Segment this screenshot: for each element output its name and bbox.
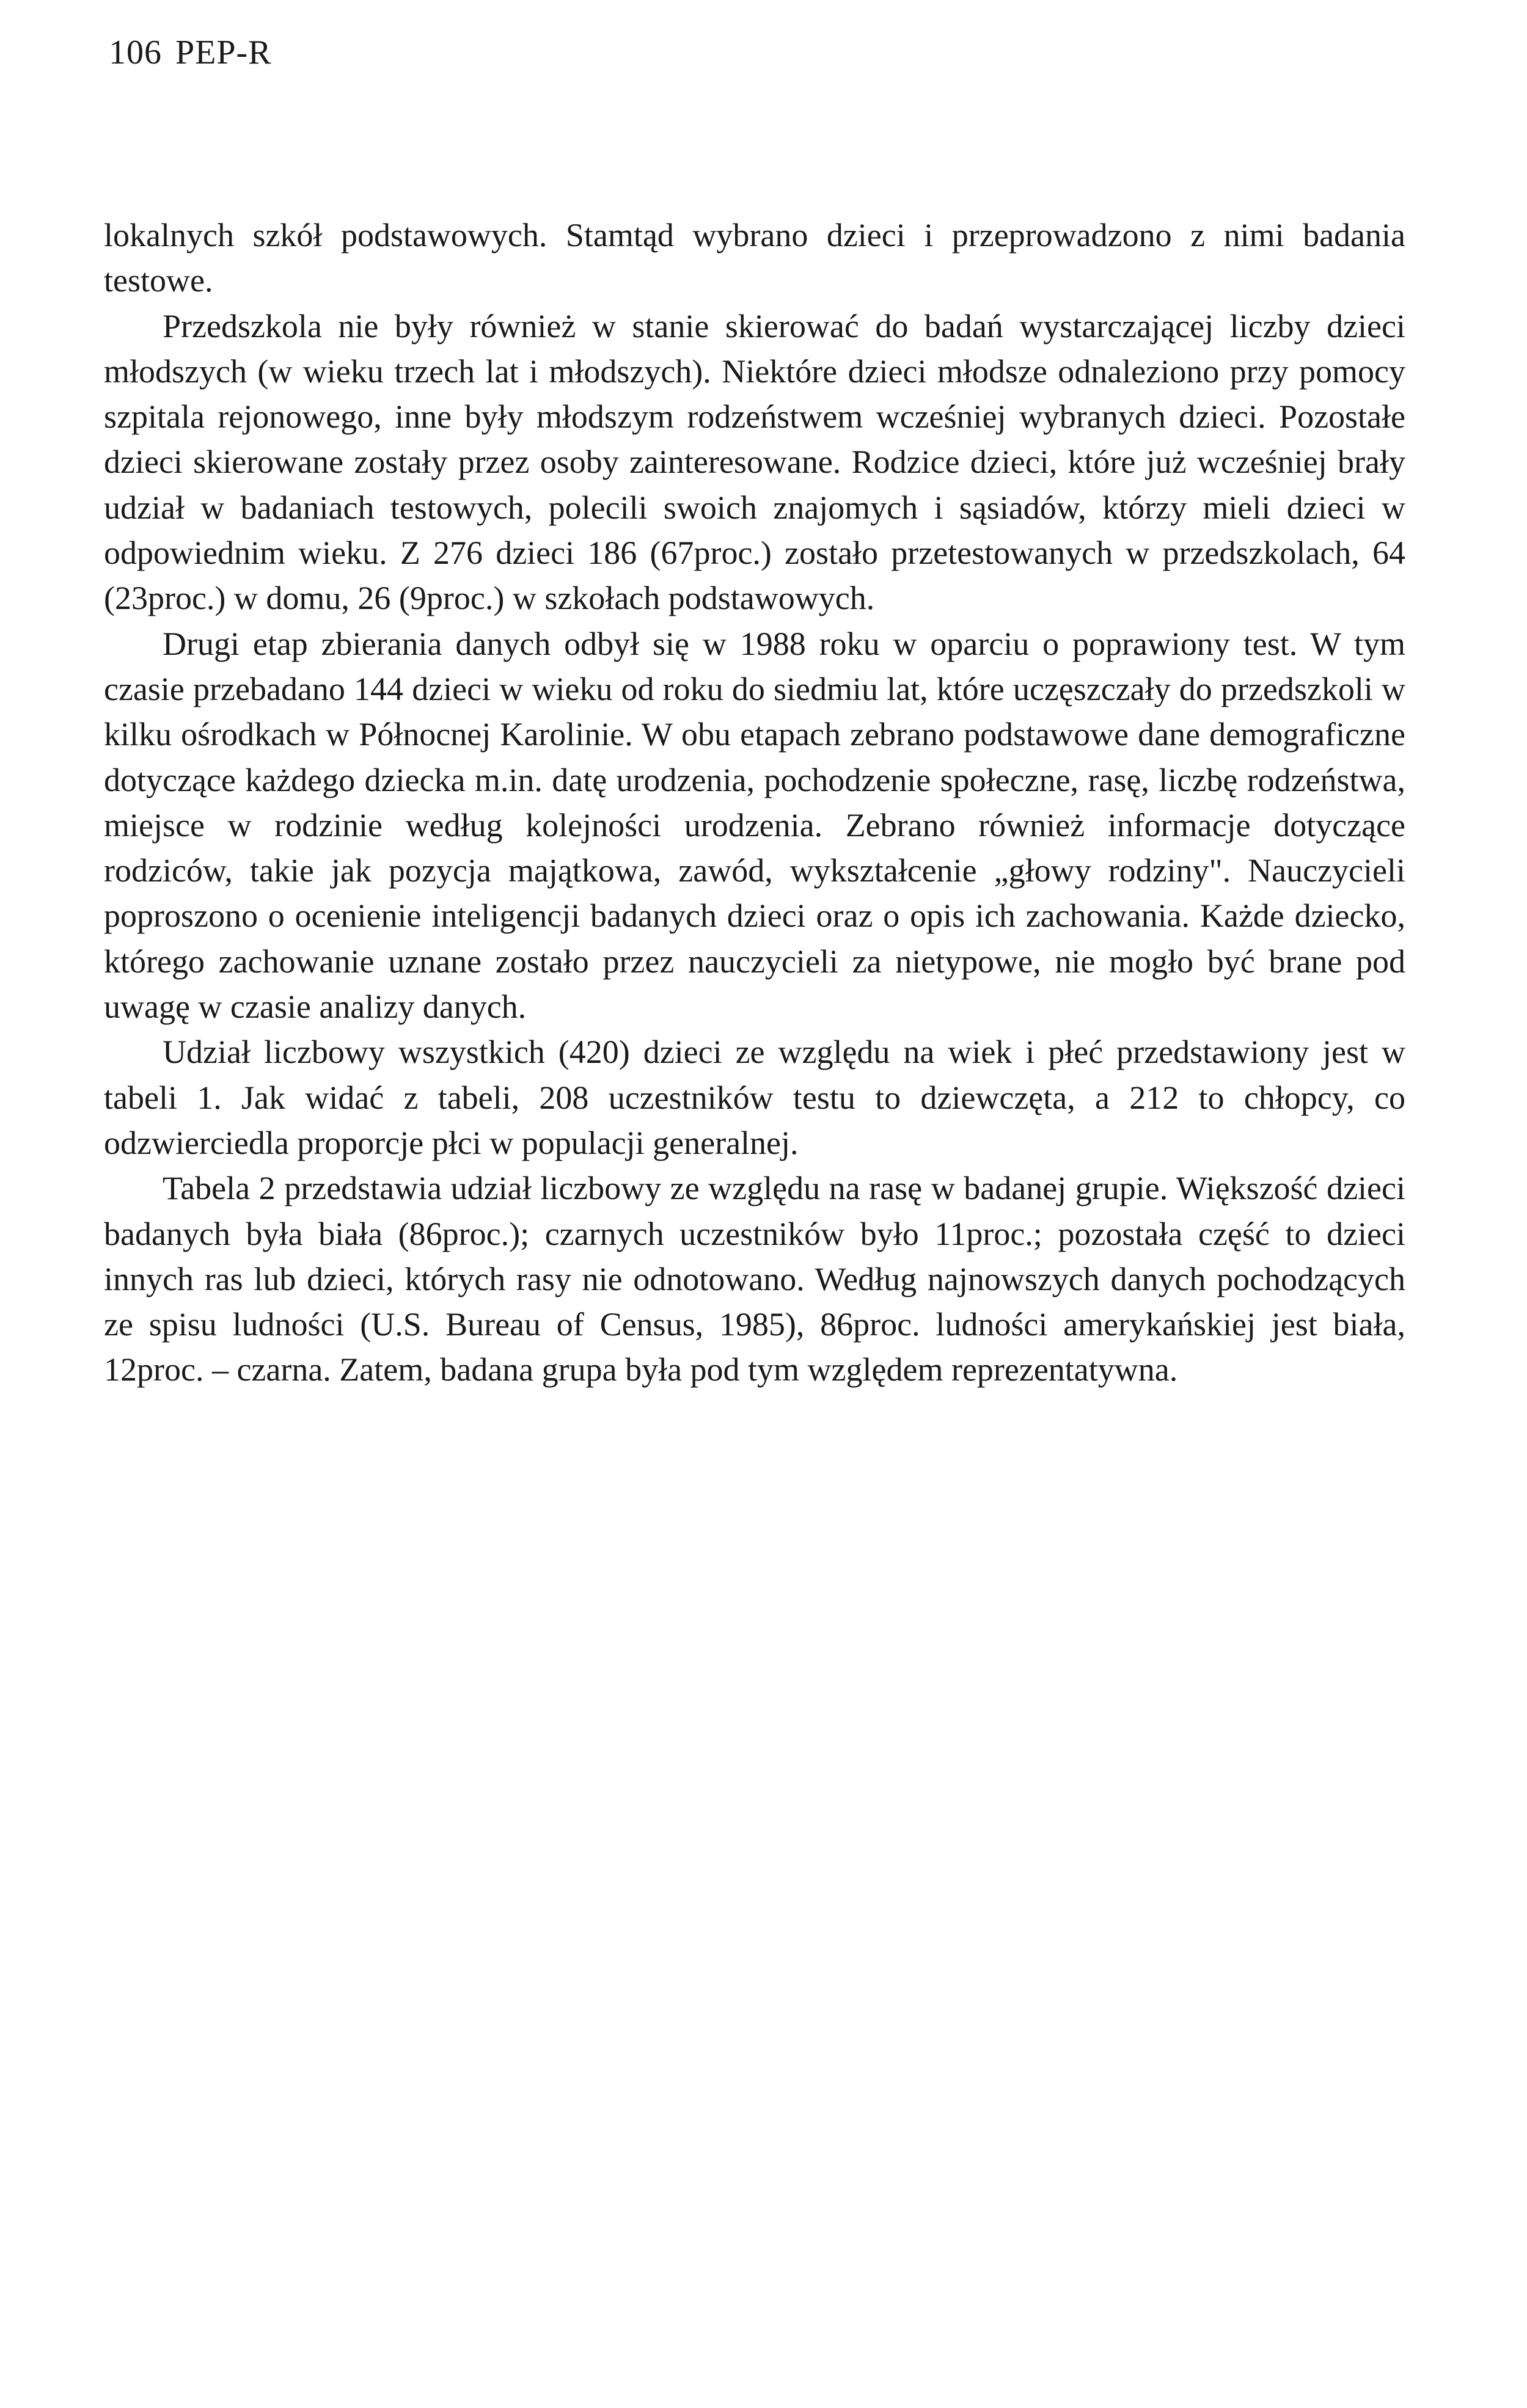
paragraph: Przedszkola nie były również w stanie skierować do badań wystarczającej liczby dzieci młodszych (w wieku trzech lat i młodszych). Niektóre dzieci młodsze odnaleziono przy pomocy szpitala rejonowego, inne były młodszym rodzeństwem wcześniej wybranych dzieci. Pozostałe dzieci skierowane zostały przez osoby zainteresowane. Rodzice dzieci, które już wcześniej brały udział w badaniach testowych, polecili swoich znajomych i sąsiadów, którzy mieli dzieci w odpowiednim wieku. Z 276 dzieci 186 (67proc.) zostało przetestowanych w przedszkolach, 64 (23proc.) w domu, 26 (9proc.) w szkołach podstawowych.: [104, 307, 1405, 617]
paragraph: lokalnych szkół podstawowych. Stamtąd wybrano dzieci i przeprowadzono z nimi badania testowe.: [104, 217, 1405, 299]
paragraph: Drugi etap zbierania danych odbył się w 1988 roku w oparciu o poprawiony test. W tym czasie przebadano 144 dzieci w wieku od roku do siedmiu lat, które uczęszczały do przedszkoli w kilku ośrodkach w Północnej Karolinie. W obu etapach zebrano podstawowe dane demograficzne dotyczące każdego dziecka m.in. datę urodzenia, pochodzenie społeczne, rasę, liczbę rodzeństwa, miejsce w rodzinie według kolejności urodzenia. Zebrano również informacje dotyczące rodziców, takie jak pozycja majątkowa, zawód, wykształcenie „głowy rodziny". Nauczycieli poproszono o ocenienie inteligencji badanych dzieci oraz o opis ich zachowania. Każde dziecko, którego zachowanie uznane zostało przez nauczycieli za nietypowe, nie mogło być brane pod uwagę w czasie analizy danych.: [104, 625, 1405, 1026]
page-header: [109, 28, 272, 77]
body-text: [104, 213, 1405, 1393]
paragraph: Tabela 2 przedstawia udział liczbowy ze względu na rasę w badanej grupie. Większość dzieci badanych była biała (86proc.); czarnych uczestników było 11proc.; pozostała część to dzieci innych ras lub dzieci, których rasy nie odnotowano. Według najnowszych danych pochodzących ze spisu ludności (U.S. Bureau of Census, 1985), 86proc. ludności amerykańskiej jest biała, 12proc. – czarna. Zatem, badana grupa była pod tym względem reprezentatywna.: [104, 1170, 1405, 1388]
running-title: PEP-R: [175, 34, 272, 71]
paragraph: Udział liczbowy wszystkich (420) dzieci ze względu na wiek i płeć przedstawiony jest w tabeli 1. Jak widać z tabeli, 208 uczestników testu to dziewczęta, a 212 to chłopcy, co odzwierciedla proporcje płci w populacji generalnej.: [104, 1034, 1405, 1161]
page-number: 106: [109, 34, 162, 71]
